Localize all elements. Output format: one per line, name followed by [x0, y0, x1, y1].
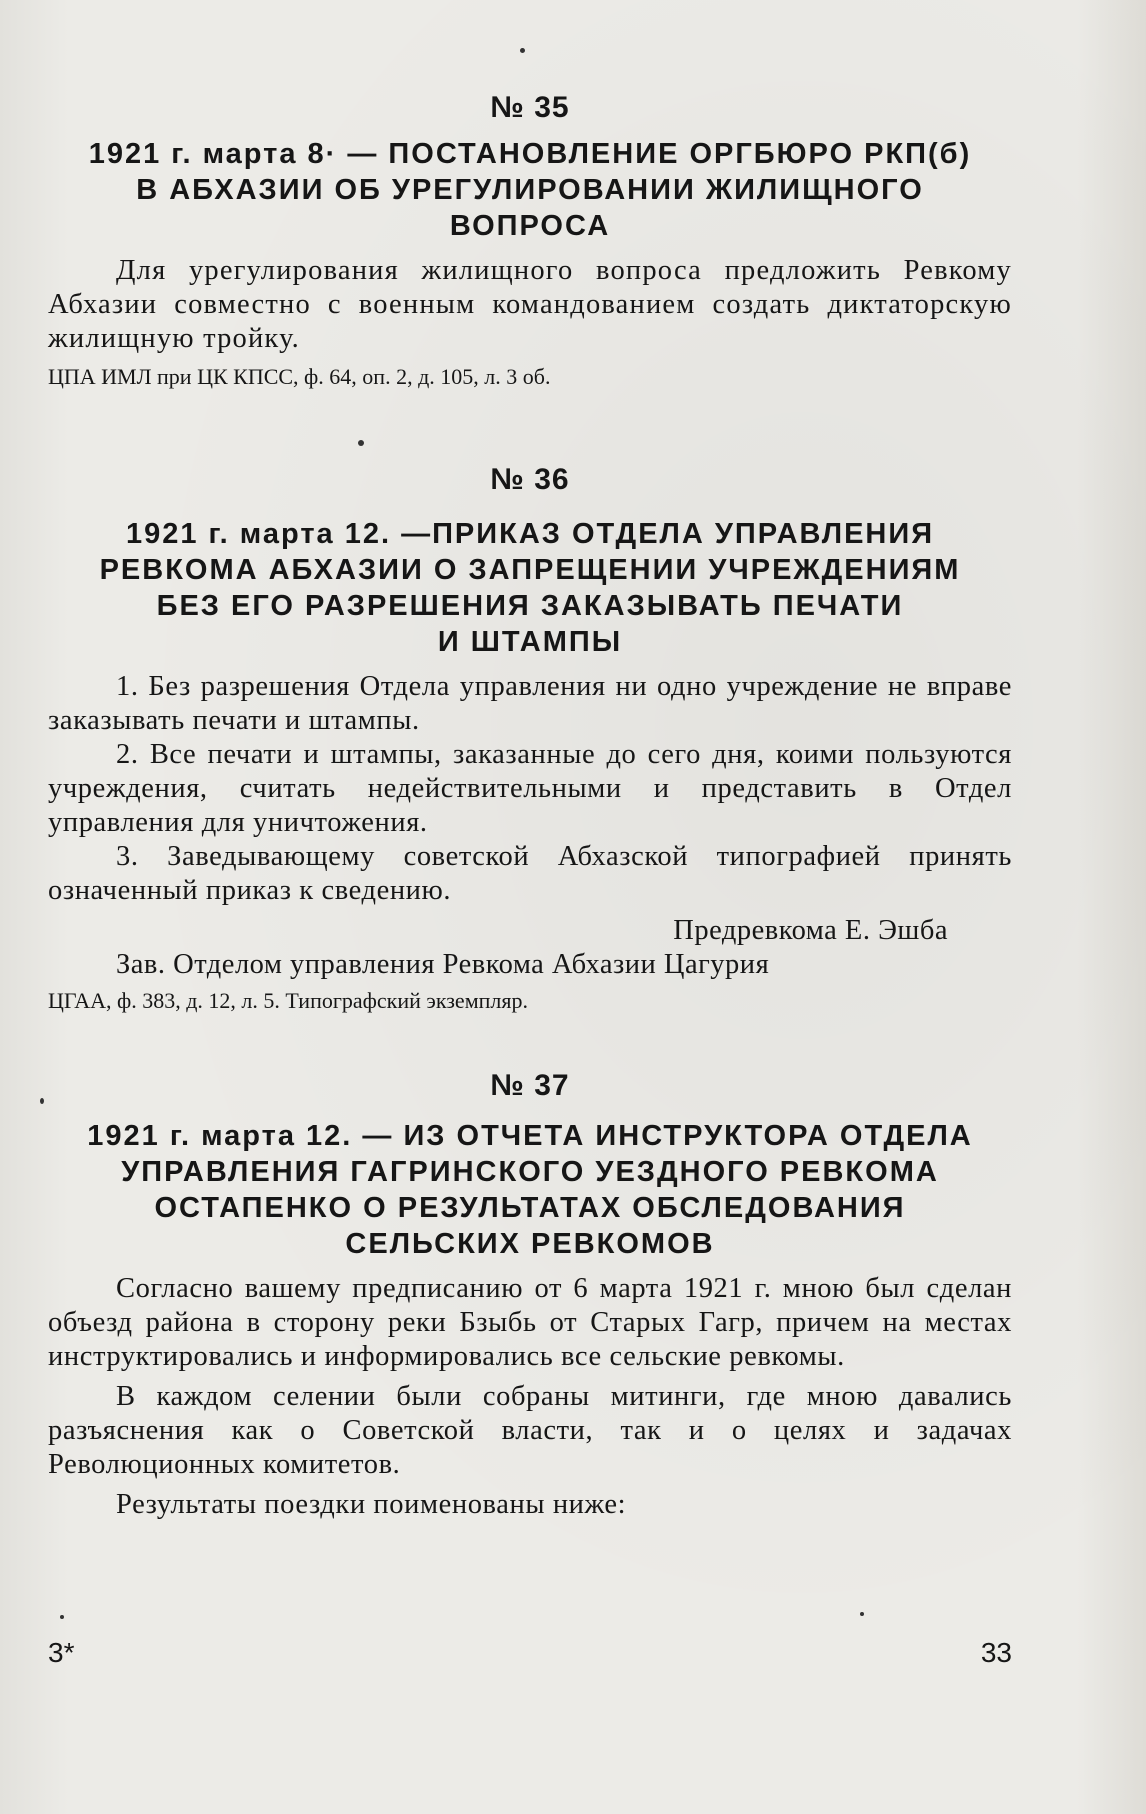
document-title-line: И ШТАМПЫ: [437, 626, 623, 658]
page-content: [48, 90, 1012, 1522]
document-number: № 35: [490, 91, 570, 124]
document-title-line: 1921 г. марта 8· — ПОСТАНОВЛЕНИЕ ОРГБЮРО РКП(б): [88, 138, 972, 170]
document-paragraph: 1. Без разрешения Отдела управления ни одно учреждение не вправе заказывать печати и штампы.: [48, 671, 1012, 736]
signature-head-of-department: Зав. Отделом управления Ревкома Абхазии Цагурия: [116, 949, 770, 980]
document-paragraph: 3. Заведывающему советской Абхазской типографией принять означенный приказ к сведению.: [48, 841, 1012, 906]
document-title-line: ОСТАПЕНКО О РЕЗУЛЬТАТАХ ОБСЛЕДОВАНИЯ: [154, 1192, 906, 1224]
document-paragraph: 2. Все печати и штампы, заказанные до сего дня, коими пользуются учреждения, считать недействительными и представить в Отдел управления для уничтожения.: [48, 739, 1012, 838]
print-speck: [860, 1612, 864, 1616]
document-title-line: БЕЗ ЕГО РАЗРЕШЕНИЯ ЗАКАЗЫВАТЬ ПЕЧАТИ: [156, 590, 904, 622]
archive-source: ЦПА ИМЛ при ЦК КПСС, ф. 64, оп. 2, д. 105, л. 3 об.: [48, 364, 551, 389]
document-number: № 37: [490, 1069, 570, 1102]
document-title-line: РЕВКОМА АБХАЗИИ О ЗАПРЕЩЕНИИ УЧРЕЖДЕНИЯМ: [99, 554, 961, 586]
page-number: 33: [980, 1637, 1012, 1668]
document-title-line: ВОПРОСА: [449, 210, 611, 242]
document-35: [48, 90, 1012, 392]
document-paragraph: Результаты поездки поименованы ниже:: [116, 1489, 627, 1520]
signature-chairman: Предревкома Е. Эшба: [673, 915, 948, 946]
document-paragraph: Для урегулирования жилищного вопроса предложить Ревкому Абхазии совместно с военным командованием создать диктаторскую жилищную тройку.: [48, 255, 1012, 354]
archive-source: ЦГАА, ф. 383, д. 12, л. 5. Типографский экземпляр.: [48, 988, 528, 1013]
document-paragraph: В каждом селении были собраны митинги, где мною давались разъяснения как о Советской власти, так и о целях и задачах Революционных комитетов.: [48, 1381, 1012, 1480]
print-speck: [60, 1615, 64, 1619]
document-title-line: СЕЛЬСКИХ РЕВКОМОВ: [345, 1228, 715, 1260]
signature-mark: 3*: [48, 1637, 75, 1668]
document-37: [48, 1068, 1012, 1522]
print-speck: [40, 1098, 44, 1104]
document-paragraph: Согласно вашему предписанию от 6 марта 1921 г. мною был сделан объезд района в сторону реки Бзыбь от Старых Гагр, причем на местах инструктировались и информировались все сельские ревкомы.: [48, 1273, 1012, 1372]
document-title-line: В АБХАЗИИ ОБ УРЕГУЛИРОВАНИИ ЖИЛИЩНОГО: [136, 174, 924, 206]
document-title-line: 1921 г. марта 12. — ИЗ ОТЧЕТА ИНСТРУКТОРА ОТДЕЛА: [87, 1120, 973, 1152]
print-speck: [520, 48, 525, 53]
document-title-line: УПРАВЛЕНИЯ ГАГРИНСКОГО УЕЗДНОГО РЕВКОМА: [121, 1156, 939, 1188]
print-speck: [358, 440, 364, 446]
document-title-line: 1921 г. марта 12. —ПРИКАЗ ОТДЕЛА УПРАВЛЕНИЯ: [125, 518, 935, 550]
document-number: № 36: [490, 463, 570, 496]
document-36: [48, 462, 1012, 1016]
